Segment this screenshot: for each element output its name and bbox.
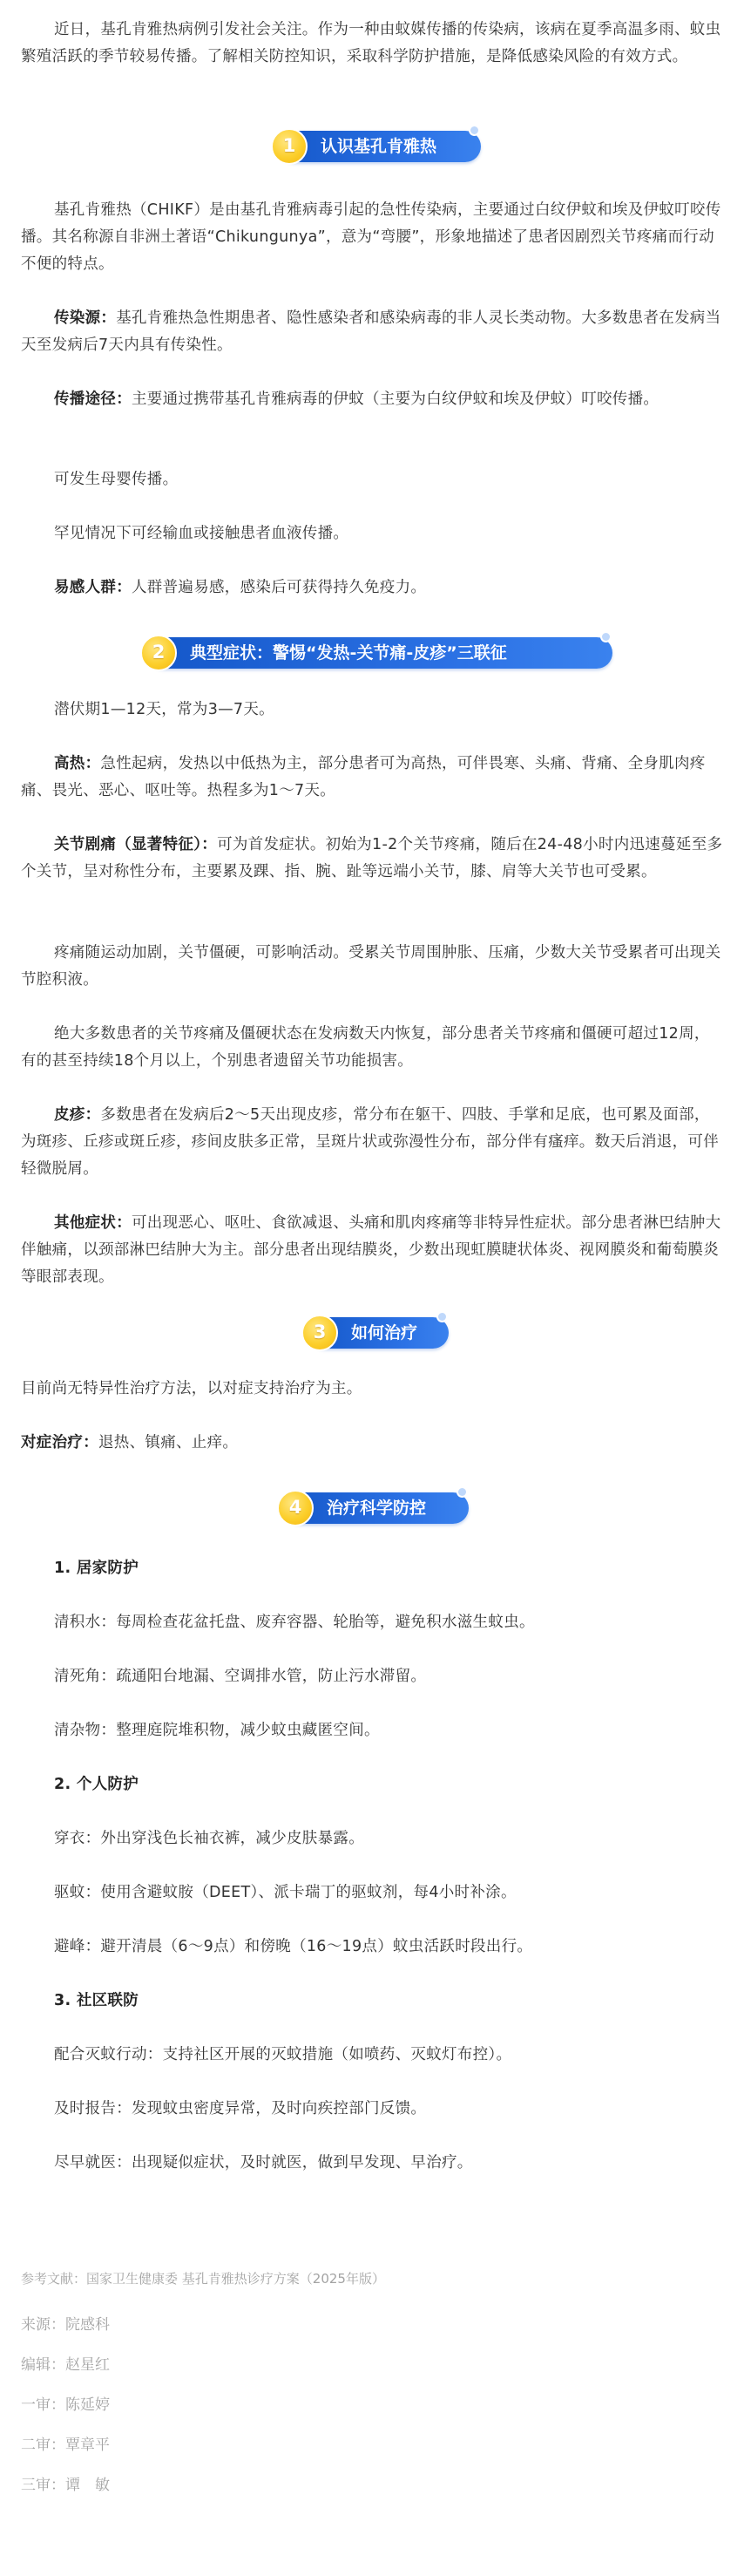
heading-decor-dot xyxy=(600,631,612,642)
rash-text: 多数患者在发病后2～5天出现皮疹，常分布在躯干、四肢、手掌和足底，也可累及面部，为斑疹、丘疹或斑丘疹，疹间皮肤多正常，呈斑片状或弥漫性分布，部分伴有瘙痒。数天后消退，可伴轻微脱屑。 xyxy=(21,1106,719,1178)
fever-text: 急性起病，发热以中低热为主，部分患者可为高热，可伴畏寒、头痛、背痛、全身肌肉疼痛、畏光、恶心、呕吐等。热程多为1～7天。 xyxy=(21,755,706,799)
symptomatic-label: 对症治疗： xyxy=(21,1434,98,1451)
definition-paragraph: 基孔肯雅热（CHIKF）是由基孔肯雅病毒引起的急性传染病，主要通过白纹伊蚊和埃及伊蚊叮咬传播。其名称源自非洲土著语“Chikungunya”，意为“弯腰”，形象地描述了患者因剧烈关节疼痛而行动不便的特点。 xyxy=(21,201,721,273)
joint-pain-more-paragraph: 疼痛随运动加剧，关节僵硬，可影响活动。受累关节周围肿胀、压痛，少数大关节受累者可出现关节腔积液。 xyxy=(21,944,721,989)
community-item: 配合灭蚊行动：支持社区开展的灭蚊措施（如喷药、灭蚊灯布控）。 xyxy=(54,2046,512,2063)
mother-child-paragraph: 可发生母婴传播。 xyxy=(54,471,179,488)
personal-item: 避峰：避开清晨（6～9点）和傍晚（16～19点）蚊虫活跃时段出行。 xyxy=(54,1938,533,1955)
fever-label: 高热： xyxy=(54,755,101,772)
recovery-paragraph: 绝大多数患者的关节疼痛及僵硬状态在发病数天内恢复，部分患者关节疼痛和僵硬可超过12周，有的甚至持续18个月以上，个别患者遗留关节功能损害。 xyxy=(21,1025,710,1070)
heading-decor-dot xyxy=(469,125,480,136)
susceptible-text: 人群普遍易感，感染后可获得持久免疫力。 xyxy=(132,579,427,596)
section-title: 如何治疗 xyxy=(351,1323,418,1342)
blood-transmission-paragraph: 罕见情况下可经输血或接触患者血液传播。 xyxy=(54,525,349,542)
home-item: 清积水：每周检查花盆托盘、废弃容器、轮胎等，避免积水滋生蚊虫。 xyxy=(54,1614,535,1631)
heading-decor-dot xyxy=(457,1486,468,1498)
joint-pain-text: 可为首发症状。初始为1-2个关节疼痛，随后在24-48小时内迅速蔓延至多个关节，呈对称性分布，主要累及踝、指、腕、趾等远端小关节，膝、肩等大关节也可受累。 xyxy=(21,836,723,880)
section-heading-3 xyxy=(0,1311,744,1353)
section-number-badge: 1 xyxy=(271,128,308,165)
symptomatic-text: 退热、镇痛、止痒。 xyxy=(98,1434,239,1451)
incubation-paragraph: 潜伏期1—12天，常为3—7天。 xyxy=(54,701,274,718)
community-item: 及时报告：发现蚊虫密度异常，及时向疾控部门反馈。 xyxy=(54,2100,427,2117)
personal-protection-title: 2. 个人防护 xyxy=(54,1776,139,1793)
rash-paragraph xyxy=(21,1102,723,1183)
personal-item: 穿衣：外出穿浅色长袖衣裤，减少皮肤暴露。 xyxy=(54,1830,364,1847)
rash-label: 皮疹： xyxy=(54,1106,101,1124)
home-item: 清杂物：整理庭院堆积物，减少蚊虫藏匿空间。 xyxy=(54,1722,380,1739)
credit-editor: 编辑：赵星红 xyxy=(21,2356,110,2374)
section-number-badge: 2 xyxy=(140,635,177,671)
section-title: 认识基孔肯雅热 xyxy=(321,137,437,156)
personal-item: 驱蚊：使用含避蚊胺（DEET）、派卡瑞丁的驱蚊剂，每4小时补涂。 xyxy=(54,1884,517,1901)
credit-second-review: 二审：覃章平 xyxy=(21,2437,110,2454)
section-heading-2 xyxy=(0,631,744,673)
transmission-route-paragraph xyxy=(21,386,723,413)
infection-source-label: 传染源： xyxy=(54,309,117,327)
treatment-summary-paragraph: 目前尚无特异性治疗方法，以对症支持治疗为主。 xyxy=(21,1380,362,1397)
symptomatic-treatment-paragraph xyxy=(21,1430,723,1457)
joint-pain-label: 关节剧痛（显著特征）： xyxy=(54,836,218,853)
susceptible-paragraph xyxy=(21,574,723,602)
section-title: 治疗科学防控 xyxy=(327,1499,427,1518)
section-title: 典型症状：警惕“发热-关节痛-皮疹”三联征 xyxy=(190,643,507,663)
section-number-badge: 4 xyxy=(277,1490,314,1526)
home-protection-title: 1. 居家防护 xyxy=(54,1560,139,1577)
other-symptoms-text: 可出现恶心、呕吐、食欲减退、头痛和肌肉疼痛等非特异性症状。部分患者淋巴结肿大伴触痛，以颈部淋巴结肿大为主。部分患者出现结膜炎，少数出现虹膜睫状体炎、视网膜炎和葡萄膜炎等眼部表现。 xyxy=(21,1214,721,1286)
section-number-badge: 3 xyxy=(301,1315,338,1351)
infection-source-text: 基孔肯雅热急性期患者、隐性感染者和感染病毒的非人灵长类动物。大多数患者在发病当天至发病后7天内具有传染性。 xyxy=(21,309,721,354)
other-symptoms-label: 其他症状： xyxy=(54,1214,132,1232)
infection-source-paragraph xyxy=(21,305,723,359)
susceptible-label: 易感人群： xyxy=(54,579,132,596)
home-item: 清死角：疏通阳台地漏、空调排水管，防止污水滞留。 xyxy=(54,1668,427,1685)
section-heading-4 xyxy=(0,1486,744,1528)
fever-paragraph xyxy=(21,751,723,805)
heading-decor-dot xyxy=(436,1311,448,1322)
reference-note: 参考文献：国家卫生健康委 基孔肯雅热诊疗方案（2025年版） xyxy=(21,2271,385,2287)
section-heading-1 xyxy=(0,125,744,167)
credit-first-review: 一审：陈延婷 xyxy=(21,2396,110,2414)
joint-pain-paragraph xyxy=(21,832,723,886)
community-defense-title: 3. 社区联防 xyxy=(54,1992,139,2009)
credit-source: 来源：院感科 xyxy=(21,2316,110,2334)
credit-third-review: 三审：谭 敏 xyxy=(21,2477,110,2494)
transmission-route-label: 传播途径： xyxy=(54,391,132,408)
community-item: 尽早就医：出现疑似症状，及时就医，做到早发现、早治疗。 xyxy=(54,2154,473,2172)
other-symptoms-paragraph xyxy=(21,1210,723,1291)
intro-paragraph: 近日，基孔肯雅热病例引发社会关注。作为一种由蚊媒传播的传染病，该病在夏季高温多雨、蚊虫繁殖活跃的季节较易传播。了解相关防控知识，采取科学防护措施，是降低感染风险的有效方式。 xyxy=(21,21,721,65)
transmission-route-text: 主要通过携带基孔肯雅病毒的伊蚊（主要为白纹伊蚊和埃及伊蚊）叮咬传播。 xyxy=(132,391,659,408)
